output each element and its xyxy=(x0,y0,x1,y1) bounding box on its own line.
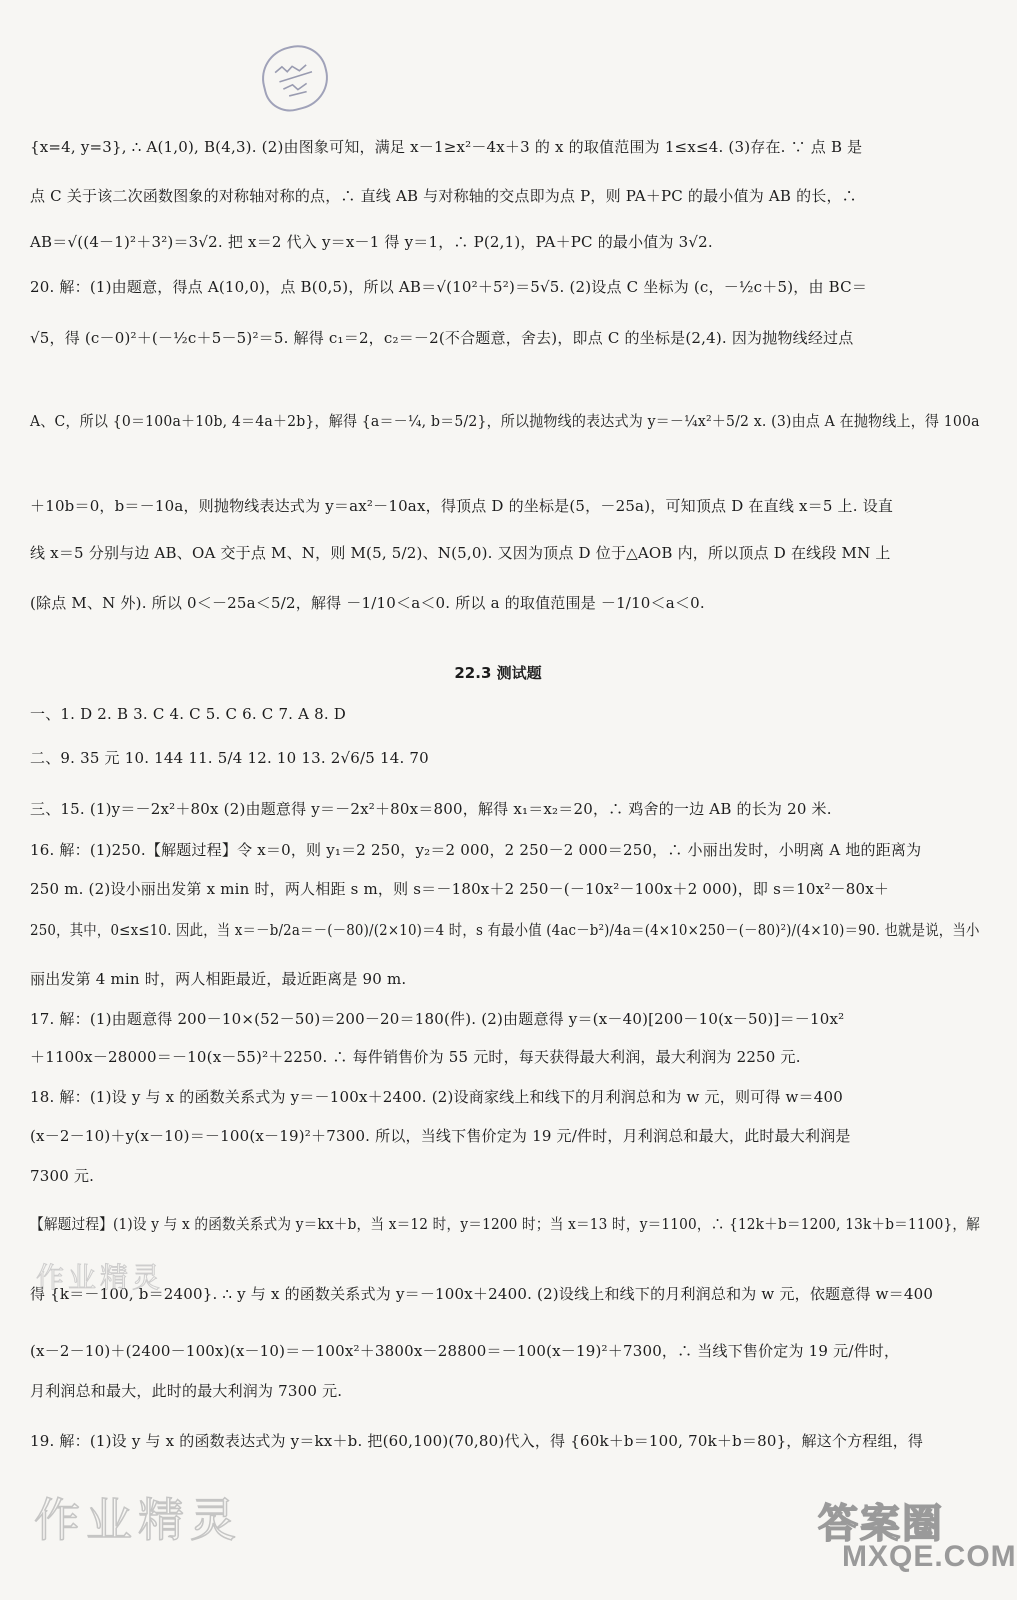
answer-line: 一、1. D 2. B 3. C 4. C 5. C 6. C 7. A 8. D xyxy=(30,705,347,723)
answer-line: 丽出发第 4 min 时，两人相距最近，最近距离是 90 m. xyxy=(30,970,407,988)
answer-line: 三、15. (1)y＝－2x²＋80x (2)由题意得 y＝－2x²＋80x＝800，解得 x₁＝x₂＝20，∴ 鸡舍的一边 AB 的长为 20 米. xyxy=(30,800,832,818)
watermark-middle-left: 作业精灵 xyxy=(36,1261,165,1294)
watermark-bottom-right-logo: 答案圈 xyxy=(818,1501,944,1547)
watermark-bottom-right-url: MXQE.COM xyxy=(842,1540,1017,1573)
answer-line: 17. 解：(1)由题意得 200－10×(52－50)＝200－20＝180(件). (2)由题意得 y＝(x－40)[200－10(x－50)]＝－10x² xyxy=(30,1010,845,1028)
answer-line: 250 m. (2)设小丽出发第 x min 时，两人相距 s m，则 s＝－180x＋2 250－(－10x²－100x＋2 000)，即 s＝10x²－80x＋ xyxy=(30,880,890,898)
answer-line: 月利润总和最大，此时的最大利润为 7300 元. xyxy=(30,1382,343,1400)
answer-line: 得 {k＝－100, b＝2400}. ∴ y 与 x 的函数关系式为 y＝－100x＋2400. (2)设线上和线下的月利润总和为 w 元，依题意得 w＝400 xyxy=(30,1285,934,1303)
answer-line: ＋1100x－28000＝－10(x－55)²＋2250. ∴ 每件销售价为 55 元时，每天获得最大利润，最大利润为 2250 元. xyxy=(30,1048,801,1066)
answer-line: (除点 M、N 外). 所以 0＜－25a＜5/2，解得 －1/10＜a＜0. 所以 a 的取值范围是 －1/10＜a＜0. xyxy=(30,594,705,612)
watermark-bottom-left: 作业精灵 xyxy=(34,1493,242,1547)
answer-line: 线 x＝5 分别与边 AB、OA 交于点 M、N，则 M(5, 5/2)、N(5,0). 又因为顶点 D 位于△AOB 内，所以顶点 D 在线段 MN 上 xyxy=(30,544,891,562)
answer-line: 16. 解：(1)250.【解题过程】令 x＝0，则 y₁＝2 250，y₂＝2 000，2 250－2 000＝250，∴ 小丽出发时，小明离 A 地的距离为 xyxy=(30,841,922,859)
answer-line: 【解题过程】(1)设 y 与 x 的函数关系式为 y＝kx＋b，当 x＝12 时，y＝1200 时；当 x＝13 时，y＝1100，∴ {12k＋b＝1200, 13k＋b＝1100}，解 xyxy=(30,1215,980,1233)
answer-line: ＋10b＝0，b＝－10a，则抛物线表达式为 y＝ax²－10ax，得顶点 D 的坐标是(5，－25a)，可知顶点 D 在直线 x＝5 上. 设直 xyxy=(30,497,894,515)
answer-line: 7300 元. xyxy=(30,1167,95,1185)
answer-line: 250，其中，0≤x≤10. 因此，当 x＝－b/2a＝－(－80)/(2×10)＝4 时，s 有最小值 (4ac－b²)/4a＝(4×10×250－(－80)²)/(4×10)＝90. 也就是说，当小 xyxy=(30,921,980,939)
section-heading: 22.3 测试题 xyxy=(454,664,542,682)
answer-line: (x－2－10)＋(2400－100x)(x－10)＝－100x²＋3800x－28800＝－100(x－19)²＋7300，∴ 当线下售价定为 19 元/件时， xyxy=(30,1342,900,1360)
stamp-seal xyxy=(255,39,335,117)
seal-scribble-icon xyxy=(258,41,333,114)
answer-line: (x－2－10)＋y(x－10)＝－100(x－19)²＋7300. 所以，当线下售价定为 19 元/件时，月利润总和最大，此时最大利润是 xyxy=(30,1127,851,1145)
answer-line: √5，得 (c－0)²＋(－½c＋5－5)²＝5. 解得 c₁＝2，c₂＝－2(不合题意，舍去)，即点 C 的坐标是(2,4). 因为抛物线经过点 xyxy=(30,329,854,347)
answer-line: 18. 解：(1)设 y 与 x 的函数关系式为 y＝－100x＋2400. (2)设商家线上和线下的月利润总和为 w 元，则可得 w＝400 xyxy=(30,1088,843,1106)
answer-line: 20. 解：(1)由题意，得点 A(10,0)，点 B(0,5)，所以 AB＝√(10²＋5²)＝5√5. (2)设点 C 坐标为 (c，－½c＋5)，由 BC＝ xyxy=(30,278,868,296)
answer-line: A、C，所以 {0＝100a＋10b, 4＝4a＋2b}，解得 {a＝－¼, b＝5/2}，所以抛物线的表达式为 y＝－¼x²＋5/2 x. (3)由点 A 在抛物线上，得 100a xyxy=(30,412,980,430)
answer-line: AB＝√((4－1)²＋3²)＝3√2. 把 x＝2 代入 y＝x－1 得 y＝1，∴ P(2,1)，PA＋PC 的最小值为 3√2. xyxy=(30,233,713,251)
answer-line: 点 C 关于该二次函数图象的对称轴对称的点，∴ 直线 AB 与对称轴的交点即为点 P，则 PA＋PC 的最小值为 AB 的长，∴ xyxy=(30,187,857,205)
answer-line: 二、9. 35 元 10. 144 11. 5/4 12. 10 13. 2√6/5 14. 70 xyxy=(30,749,429,767)
answer-line: 19. 解：(1)设 y 与 x 的函数表达式为 y＝kx＋b. 把(60,100)(70,80)代入，得 {60k＋b＝100, 70k＋b＝80}，解这个方程组，得 xyxy=(30,1432,924,1450)
answer-line: {x=4, y=3}, ∴ A(1,0), B(4,3). (2)由图象可知，满足 x－1≥x²－4x＋3 的 x 的取值范围为 1≤x≤4. (3)存在. ∵ 点 B 是 xyxy=(30,138,863,156)
